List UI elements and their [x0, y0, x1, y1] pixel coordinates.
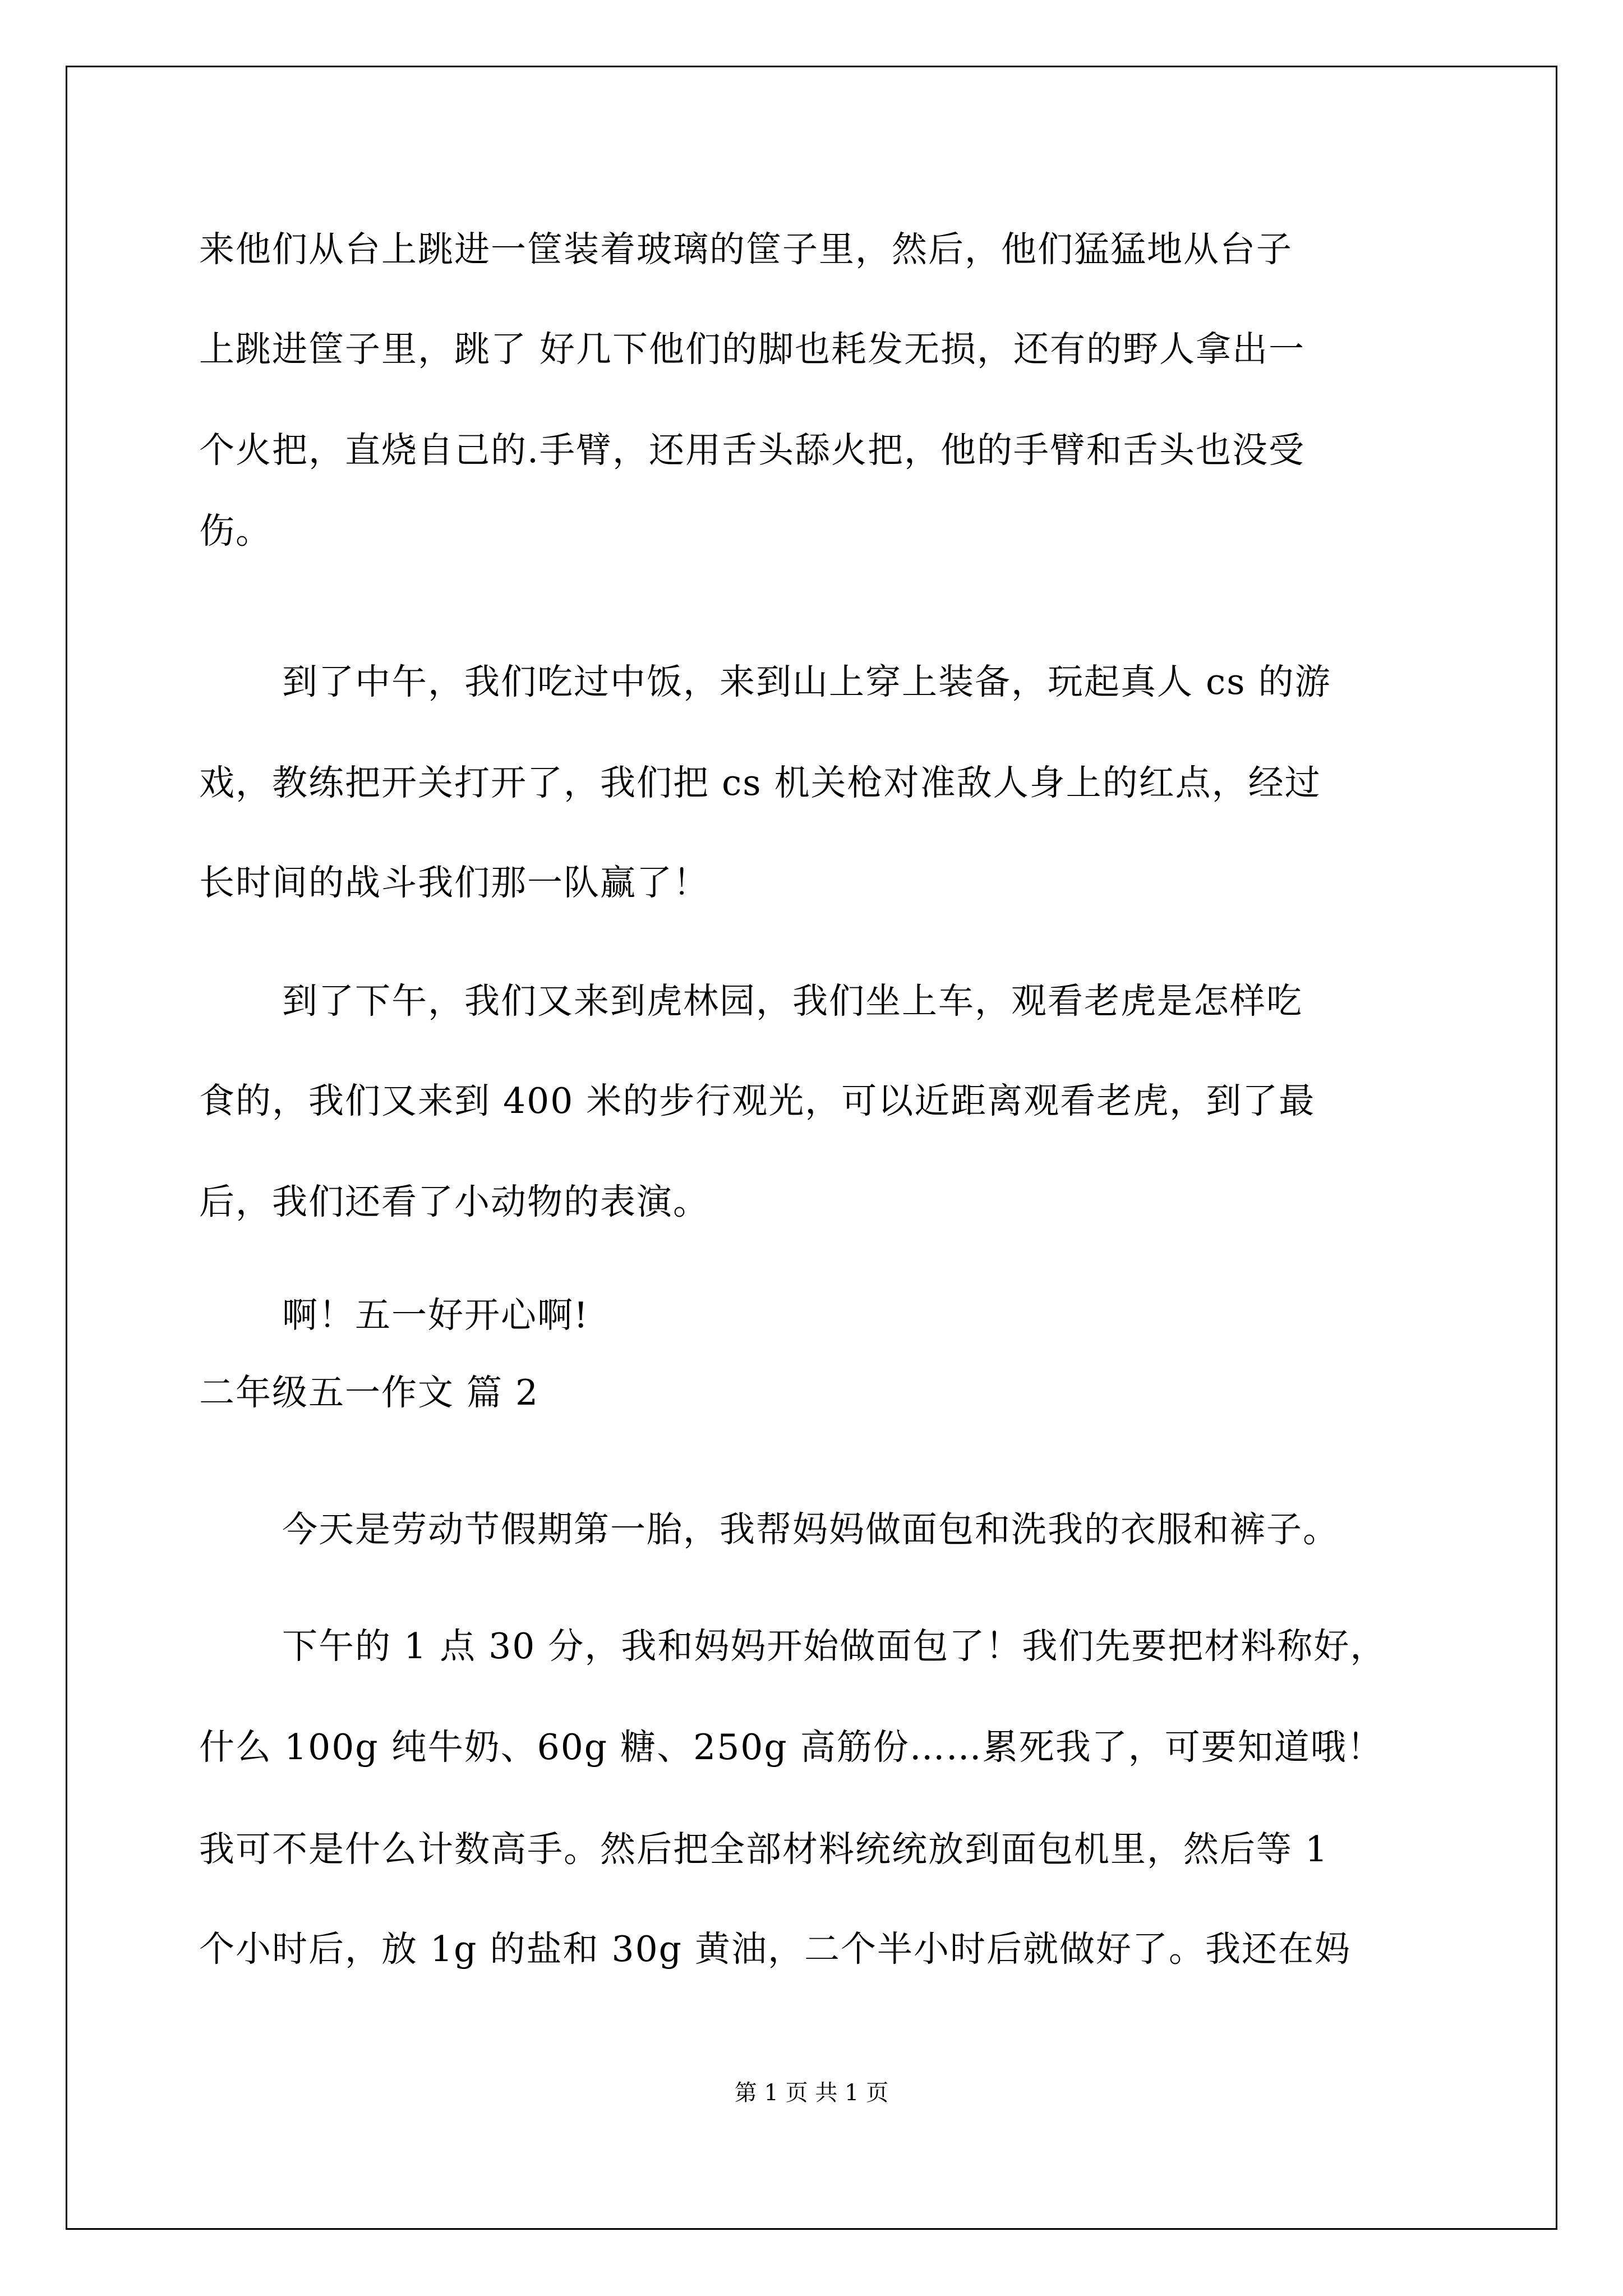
- paragraph-line: 啊！五一好开心啊!: [282, 1295, 589, 1336]
- paragraph-line: 下午的 1 点 30 分，我和妈妈开始做面包了！我们先要把材料称好，: [282, 1626, 1387, 1667]
- paragraph-line: 食的，我们又来到 400 米的步行观光，可以近距离观看老虎，到了最: [199, 1080, 1316, 1121]
- section-heading: 二年级五一作文 篇 2: [199, 1372, 540, 1413]
- paragraph-line: 后，我们还看了小动物的表演。: [199, 1181, 709, 1222]
- paragraph-line: 到了中午，我们吃过中饭，来到山上穿上装备，玩起真人 cs 的游: [282, 661, 1331, 702]
- paragraph-line: 我可不是什么计数高手。然后把全部材料统统放到面包机里，然后等 1: [199, 1829, 1329, 1870]
- paragraph-line: 戏，教练把开关打开了，我们把 cs 机关枪对准敌人身上的红点，经过: [199, 762, 1321, 803]
- paragraph-line: 个小时后，放 1g 的盐和 30g 黄油，二个半小时后就做好了。我还在妈: [199, 1929, 1352, 1970]
- paragraph-line: 长时间的战斗我们那一队赢了！: [199, 862, 709, 903]
- paragraph-line: 来他们从台上跳进一筐装着玻璃的筐子里，然后，他们猛猛地从台子: [199, 229, 1293, 270]
- paragraph-line: 今天是劳动节假期第一胎，我帮妈妈做面包和洗我的衣服和裤子。: [282, 1509, 1339, 1550]
- paragraph-line: 个火把，直烧自己的.手臂，还用舌头舔火把，他的手臂和舌头也没受: [199, 430, 1306, 471]
- paragraph-line: 什么 100g 纯牛奶、60g 糖、250g 高筋份……累死我了，可要知道哦！: [199, 1727, 1384, 1768]
- page-number: 第 1 页 共 1 页: [734, 2080, 889, 2106]
- paragraph-line: 到了下午，我们又来到虎林园，我们坐上车，观看老虎是怎样吃: [282, 981, 1303, 1022]
- paragraph-line: 伤。: [199, 510, 272, 551]
- paragraph-line: 上跳进筐子里，跳了 好几下他们的脚也耗发无损，还有的野人拿出一: [199, 329, 1306, 370]
- page-border: [66, 66, 1557, 2230]
